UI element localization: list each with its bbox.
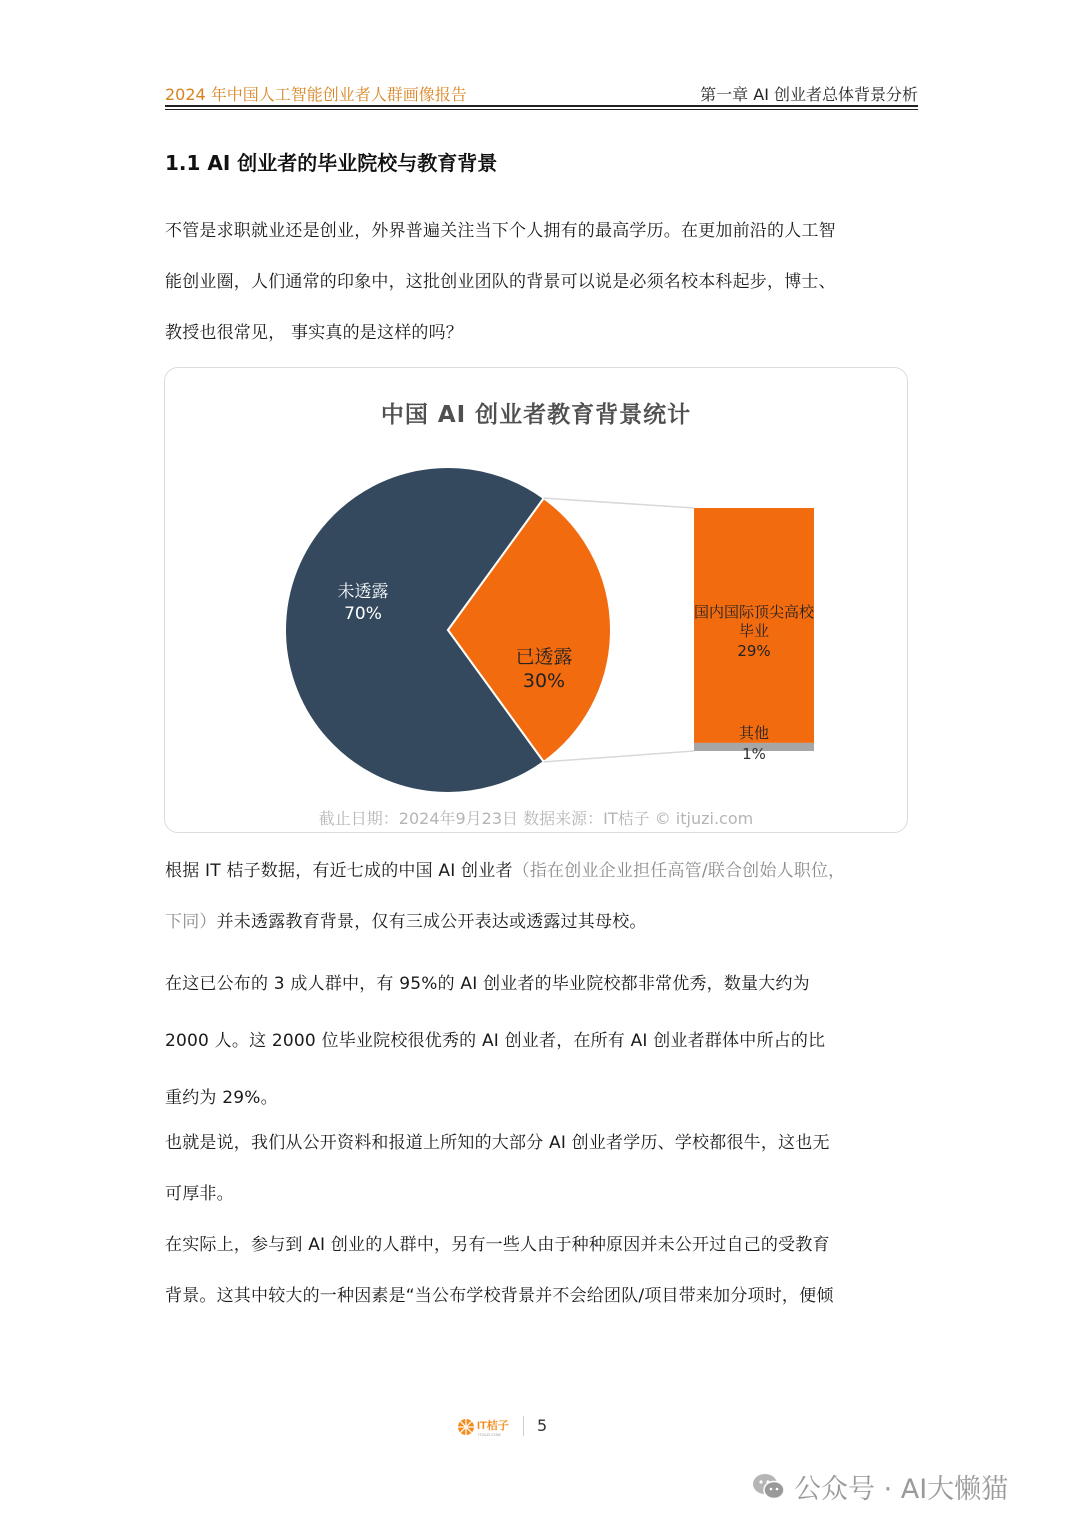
paragraph-line: 在这已公布的 3 成人群中，有 95%的 AI 创业者的毕业院校都非常优秀，数量大约为 [165,974,810,994]
chart-source: 截止日期：2024年9月23日 数据来源：IT桔子 © itjuzi.com [318,809,754,828]
watermark-text: 公众号 · AI大懒猫 [794,1474,1009,1505]
paragraph-note: （指在创业企业担任高管/联合创始人职位， [512,861,846,881]
slice-label-undisclosed: 未透露 [337,582,389,602]
chart-card [164,367,908,833]
section-title: 1.1 AI 创业者的毕业院校与教育背景 [165,151,498,175]
pie-chart [165,368,907,832]
header-divider-thin [165,109,918,110]
paragraph-line: 不管是求职就业还是创业，外界普遍关注当下个人拥有的最高学历。在更加前沿的人工智 [165,221,836,241]
report-title: 2024 年中国人工智能创业者人群画像报告 [165,85,467,104]
paragraph-line: 背景。这其中较大的一种因素是“当公布学校背景并不会给团队/项目带来加分项时，便倾 [165,1286,834,1306]
connector-line-bottom [544,751,694,762]
connector-line-top [544,498,694,508]
paragraph-line: 在实际上，参与到 AI 创业的人群中，另有一些人由于种种原因并未公开过自己的受教育 [165,1235,830,1255]
itjuzi-logo [456,1416,536,1438]
header-divider [165,105,918,107]
watermark [752,1467,1008,1506]
paragraph-line [165,846,920,897]
bar-label-top-universities-l2: 毕业 [738,622,770,640]
paragraph-line: 可厚非。 [165,1184,234,1204]
paragraph-line: 教授也很常见， 事实真的是这样的吗？ [165,323,464,343]
logo-subtext: ITJUZI.COM [478,1432,501,1437]
slice-value-disclosed: 30% [522,670,566,692]
footer-divider [523,1416,524,1436]
paragraph-line [165,897,920,948]
paragraph-text: 根据 IT 桔子数据，有近七成的中国 AI 创业者 [165,861,513,881]
logo-text: IT桔子 [477,1420,509,1432]
chart-title: 中国 AI 创业者教育背景统计 [380,402,692,428]
wechat-icon [752,1472,786,1502]
paragraph-line: 2000 人。这 2000 位毕业院校很优秀的 AI 创业者，在所有 AI 创业者群体中所占的比 [165,1031,826,1051]
slice-label-disclosed: 已透露 [515,646,573,668]
paragraph-line: 也就是说，我们从公开资料和报道上所知的大部分 AI 创业者学历、学校都很牛，这也无 [165,1133,830,1153]
paragraph-line: 能创业圈，人们通常的印象中，这批创业团队的背景可以说是必须名校本科起步，博士、 [165,272,836,292]
bar-value-top-universities: 29% [737,642,771,660]
slice-value-undisclosed: 70% [344,604,382,624]
bar-value-other: 1% [742,745,766,763]
chapter-title: 第一章 AI 创业者总体背景分析 [700,85,918,104]
bar-label-top-universities-l1: 国内国际顶尖高校 [693,603,815,621]
bar-label-other: 其他 [738,724,770,742]
paragraph-text: 并未透露教育背景，仅有三成公开表达或透露过其母校。 [216,912,647,932]
page-number: 5 [537,1416,548,1435]
paragraph-line: 重约为 29%。 [165,1088,278,1108]
paragraph-note: 下同） [165,912,217,932]
